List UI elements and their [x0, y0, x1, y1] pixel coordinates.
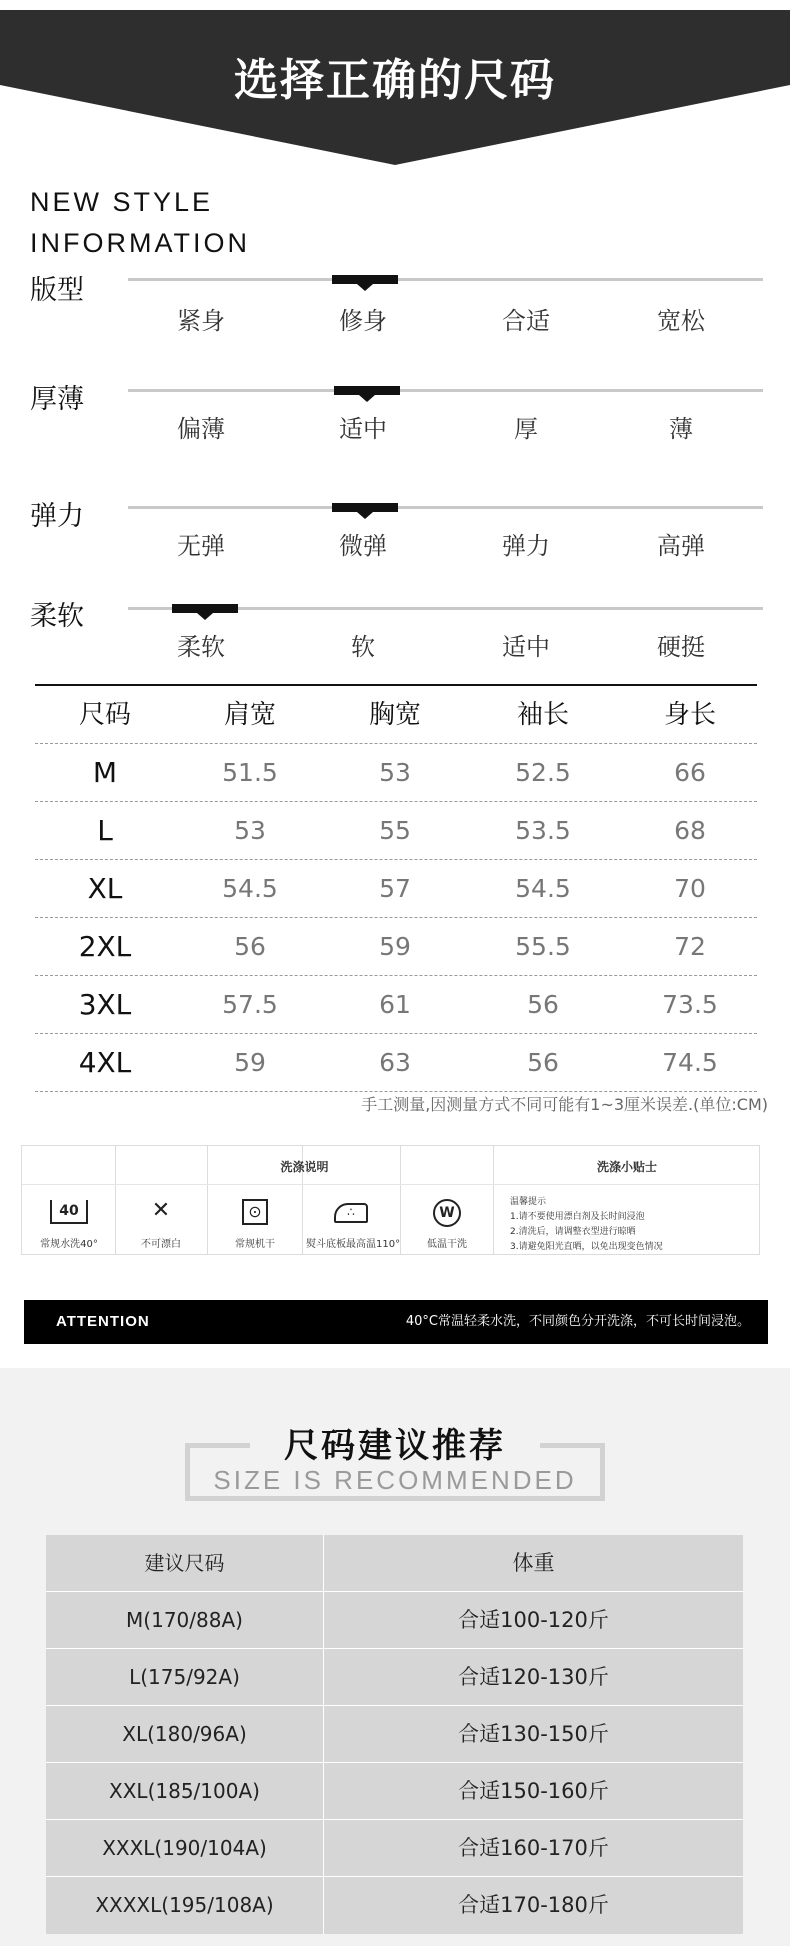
size-label: L: [97, 814, 113, 847]
table-cell: 74.5: [662, 1048, 718, 1077]
attr-label: 版型: [30, 275, 84, 306]
dry-clean-glyph: W: [433, 1199, 461, 1227]
column-header: 肩宽: [223, 700, 276, 730]
wash-caption: 低温干洗: [427, 1239, 467, 1250]
tip-item: 3.请避免阳光直晒，以免出现变色情况: [510, 1242, 663, 1252]
table-cell: 56: [527, 1048, 559, 1077]
table-cell: 59: [379, 932, 411, 961]
table-cell: 53.5: [515, 816, 571, 845]
weight-cell: 合适160-170斤: [458, 1836, 609, 1860]
attr-option: 硬挺: [657, 633, 705, 661]
table-cell: 72: [674, 932, 706, 961]
table-cell: 55.5: [515, 932, 571, 961]
column-header: 建议尺码: [144, 1551, 225, 1575]
size-label: XL: [87, 872, 123, 905]
heading-line-1: NEW STYLE: [30, 187, 214, 217]
table-cell: 54.5: [222, 874, 278, 903]
table-cell: 68: [674, 816, 706, 845]
size-cell: XXL(185/100A): [109, 1779, 260, 1803]
size-cell: M(170/88A): [126, 1608, 243, 1632]
tip-item: 2.清洗后，请调整衣型进行晾晒: [510, 1227, 636, 1237]
wash-40-icon: [24, 1194, 114, 1228]
wash-title: 洗涤说明: [280, 1160, 329, 1174]
heading-line-2: INFORMATION: [30, 228, 250, 258]
weight-cell: 合适130-150斤: [458, 1722, 609, 1746]
attr-option: 紧身: [177, 307, 225, 335]
no-bleach-icon: ✕: [151, 1198, 171, 1223]
table-row: [35, 1034, 757, 1092]
table-cell: 61: [379, 990, 411, 1019]
measurement-note: 手工测量,因测量方式不同可能有1~3厘米误差.(单位:CM): [361, 1095, 768, 1114]
attr-label: 厚薄: [30, 384, 84, 415]
attr-scale-line: [128, 278, 763, 281]
table-cell: 56: [234, 932, 266, 961]
column-header: 体重: [512, 1551, 555, 1575]
table-row: [46, 1649, 743, 1706]
table-cell: 52.5: [515, 758, 571, 787]
weight-cell: 合适150-160斤: [458, 1779, 609, 1803]
recommend-header-row: [46, 1535, 743, 1592]
attr-row-elasticity: [0, 494, 790, 584]
attr-option: 偏薄: [177, 415, 225, 443]
table-cell: 66: [674, 758, 706, 787]
table-row: [46, 1877, 743, 1934]
table-cell: 54.5: [515, 874, 571, 903]
table-row: [46, 1706, 743, 1763]
table-cell: 57.5: [222, 990, 278, 1019]
wash-guide: [21, 1145, 760, 1255]
size-cell: XXXXL(195/108A): [95, 1893, 274, 1917]
column-header: 胸宽: [368, 700, 421, 730]
iron-icon: [306, 1194, 396, 1228]
attr-option: 高弹: [657, 532, 705, 560]
iron-glyph: ∴: [334, 1203, 368, 1223]
tumble-dry-icon: [210, 1194, 300, 1228]
attr-label: 柔软: [30, 601, 84, 632]
dry-clean-icon: [402, 1194, 492, 1228]
attr-scale-line: [128, 506, 763, 509]
attr-selected-marker: [332, 503, 398, 512]
table-cell: 63: [379, 1048, 411, 1077]
attr-option: 厚: [514, 415, 538, 443]
table-cell: 59: [234, 1048, 266, 1077]
table-row: [35, 802, 757, 860]
size-table: [35, 684, 757, 1092]
attr-option: 软: [351, 633, 375, 661]
wash-40-glyph: 40: [50, 1200, 87, 1224]
table-row: [46, 1763, 743, 1820]
table-row: [35, 744, 757, 802]
tip-item: 1.请不要使用漂白剂及长时间浸泡: [510, 1212, 645, 1222]
size-cell: L(175/92A): [129, 1665, 240, 1689]
size-label: 2XL: [78, 930, 132, 963]
weight-cell: 合适170-180斤: [458, 1893, 609, 1917]
attr-scale-line: [128, 389, 763, 392]
attr-option: 弹力: [502, 532, 550, 560]
tumble-dry-glyph: ⊙: [242, 1199, 268, 1225]
attention-text: 40°C常温轻柔水洗，不同颜色分开洗涤，不可长时间浸泡。: [405, 1314, 750, 1329]
tips-title: 洗涤小贴士: [596, 1160, 657, 1174]
attention-bar: [24, 1300, 768, 1344]
table-cell: 56: [527, 990, 559, 1019]
table-cell: 51.5: [222, 758, 278, 787]
attr-row-softness: [0, 594, 790, 684]
table-cell: 53: [234, 816, 266, 845]
header-banner: [0, 0, 790, 170]
table-cell: 73.5: [662, 990, 718, 1019]
attr-selected-marker: [172, 604, 238, 613]
attr-selected-marker: [332, 275, 398, 284]
attr-option: 适中: [339, 415, 387, 443]
size-label: 4XL: [78, 1046, 132, 1079]
wash-caption: 常规机干: [235, 1239, 275, 1250]
column-header: 袖长: [516, 700, 569, 730]
table-cell: 70: [674, 874, 706, 903]
size-table-header: [35, 686, 757, 744]
wash-caption: 熨斗底板最高温110°: [306, 1239, 401, 1250]
attr-option: 薄: [669, 415, 693, 443]
weight-cell: 合适100-120斤: [458, 1608, 609, 1632]
attr-row-thickness: [0, 377, 790, 467]
attr-option: 修身: [339, 307, 387, 335]
attr-row-fit: [0, 268, 790, 358]
table-row: [46, 1592, 743, 1649]
recommend-title: 尺码建议推荐: [284, 1426, 506, 1466]
table-row: [35, 860, 757, 918]
attr-option: 微弹: [339, 532, 387, 560]
column-header: 尺码: [78, 700, 131, 730]
attr-option: 无弹: [177, 532, 225, 560]
weight-cell: 合适120-130斤: [458, 1665, 609, 1689]
style-info-heading: [30, 182, 250, 264]
attr-selected-marker: [334, 386, 400, 395]
table-row: [35, 976, 757, 1034]
size-cell: XL(180/96A): [122, 1722, 247, 1746]
table-cell: 55: [379, 816, 411, 845]
recommend-table: [46, 1535, 743, 1934]
attr-option: 柔软: [177, 633, 225, 661]
attention-label: ATTENTION: [56, 1313, 150, 1330]
column-header: 身长: [663, 700, 716, 730]
attr-option: 宽松: [657, 307, 705, 335]
wash-caption: 不可漂白: [141, 1239, 181, 1250]
recommend-subtitle: SIZE IS RECOMMENDED: [213, 1465, 577, 1495]
table-row: [35, 918, 757, 976]
attr-label: 弹力: [30, 501, 84, 532]
table-cell: 53: [379, 758, 411, 787]
table-row: [46, 1820, 743, 1877]
attr-option: 合适: [502, 307, 550, 335]
tips-heading: 温馨提示: [510, 1197, 547, 1207]
page-title: 选择正确的尺码: [234, 55, 556, 106]
table-cell: 57: [379, 874, 411, 903]
size-cell: XXXL(190/104A): [102, 1836, 267, 1860]
divider: [22, 1184, 759, 1185]
attr-option: 适中: [502, 633, 550, 661]
size-label: 3XL: [78, 988, 132, 1021]
wash-caption: 常规水洗40°: [40, 1239, 98, 1250]
size-label: M: [92, 756, 118, 789]
